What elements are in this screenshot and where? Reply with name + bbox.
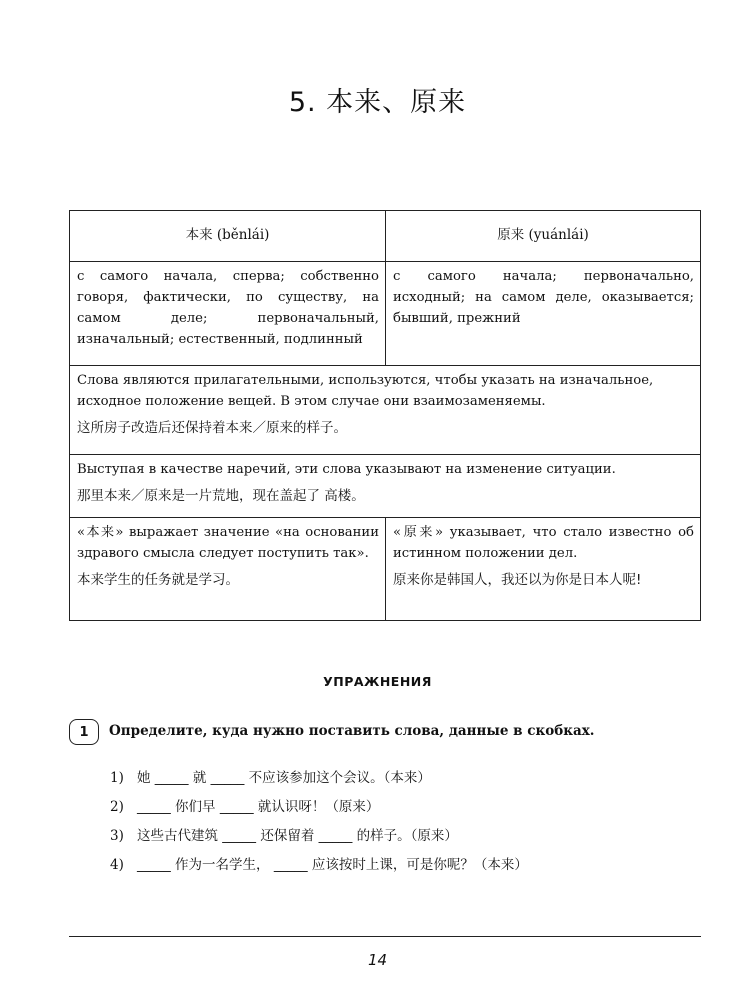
adverb-cell [70,455,701,518]
table-row-usage [70,518,701,621]
adjective-example: 这所房子改造后还保持着本来／原来的样子。 [77,419,347,436]
meaning-benlai: с самого начала, сперва; собственно говоря, фактически, по существу, на самом деле; первоначальный, изначальный; естественный, подлинный [70,262,386,366]
header-yuanlai: 原来 (yuánlái) [386,211,701,262]
exercise-number: 1) [110,770,124,786]
exercise-item [110,795,379,815]
exercise-number: 3) [110,828,124,844]
exercise-sentence: _____ 你们早 _____ 就认识呀！（原来） [137,799,380,815]
exercise-item [110,824,458,844]
usage-yuanlai-text: «原来» указывает, что стало известно об истинном положении дел. [393,525,694,561]
adverb-text: Выступая в качестве наречий, эти слова указывают на изменение ситуации. [77,462,616,477]
exercises-heading: УПРАЖНЕНИЯ [323,674,432,689]
exercise-item [110,766,431,786]
usage-benlai-example: 本来学生的任务就是学习。 [77,571,239,588]
page-title: 5. 本来、原来 [288,87,467,118]
exercise-item [110,853,528,873]
adjective-cell [70,366,701,455]
usage-benlai-cell [70,518,386,621]
usage-yuanlai-cell [386,518,701,621]
table-row-adverb [70,455,701,518]
table-row-meanings [70,262,701,366]
usage-yuanlai-example: 原来你是韩国人，我还以为你是日本人呢! [393,571,642,588]
table-header-row [70,211,701,262]
task-instruction: Определите, куда нужно поставить слова, данные в скобках. [109,723,595,739]
task-number-badge: 1 [69,719,99,745]
exercise-number: 4) [110,857,124,873]
page-number: 14 [367,951,388,969]
meaning-yuanlai: с самого начала; первоначально, исходный; на самом деле, оказывается; бывший, прежний [386,262,701,366]
grammar-table [69,210,701,621]
exercise-sentence: 她 _____ 就 _____ 不应该参加这个会议。（本来） [137,770,431,786]
header-benlai: 本来 (běnlái) [70,211,386,262]
adverb-example: 那里本来／原来是一片荒地，现在盖起了 高楼。 [77,487,365,504]
adjective-text: Слова являются прилагательными, используются, чтобы указать на изначальное, исходное положение вещей. В этом случае они взаимозаменяемы. [77,373,654,409]
exercise-sentence: _____ 作为一名学生， _____ 应该按时上课，可是你呢？（本来） [137,857,528,873]
footer-divider [69,936,701,937]
exercise-sentence: 这些古代建筑 _____ 还保留着 _____ 的样子。（原来） [137,828,458,844]
usage-benlai-text: «本来» выражает значение «на основании здравого смысла следует поступить так». [77,525,379,561]
exercise-number: 2) [110,799,124,815]
table-row-adjective [70,366,701,455]
